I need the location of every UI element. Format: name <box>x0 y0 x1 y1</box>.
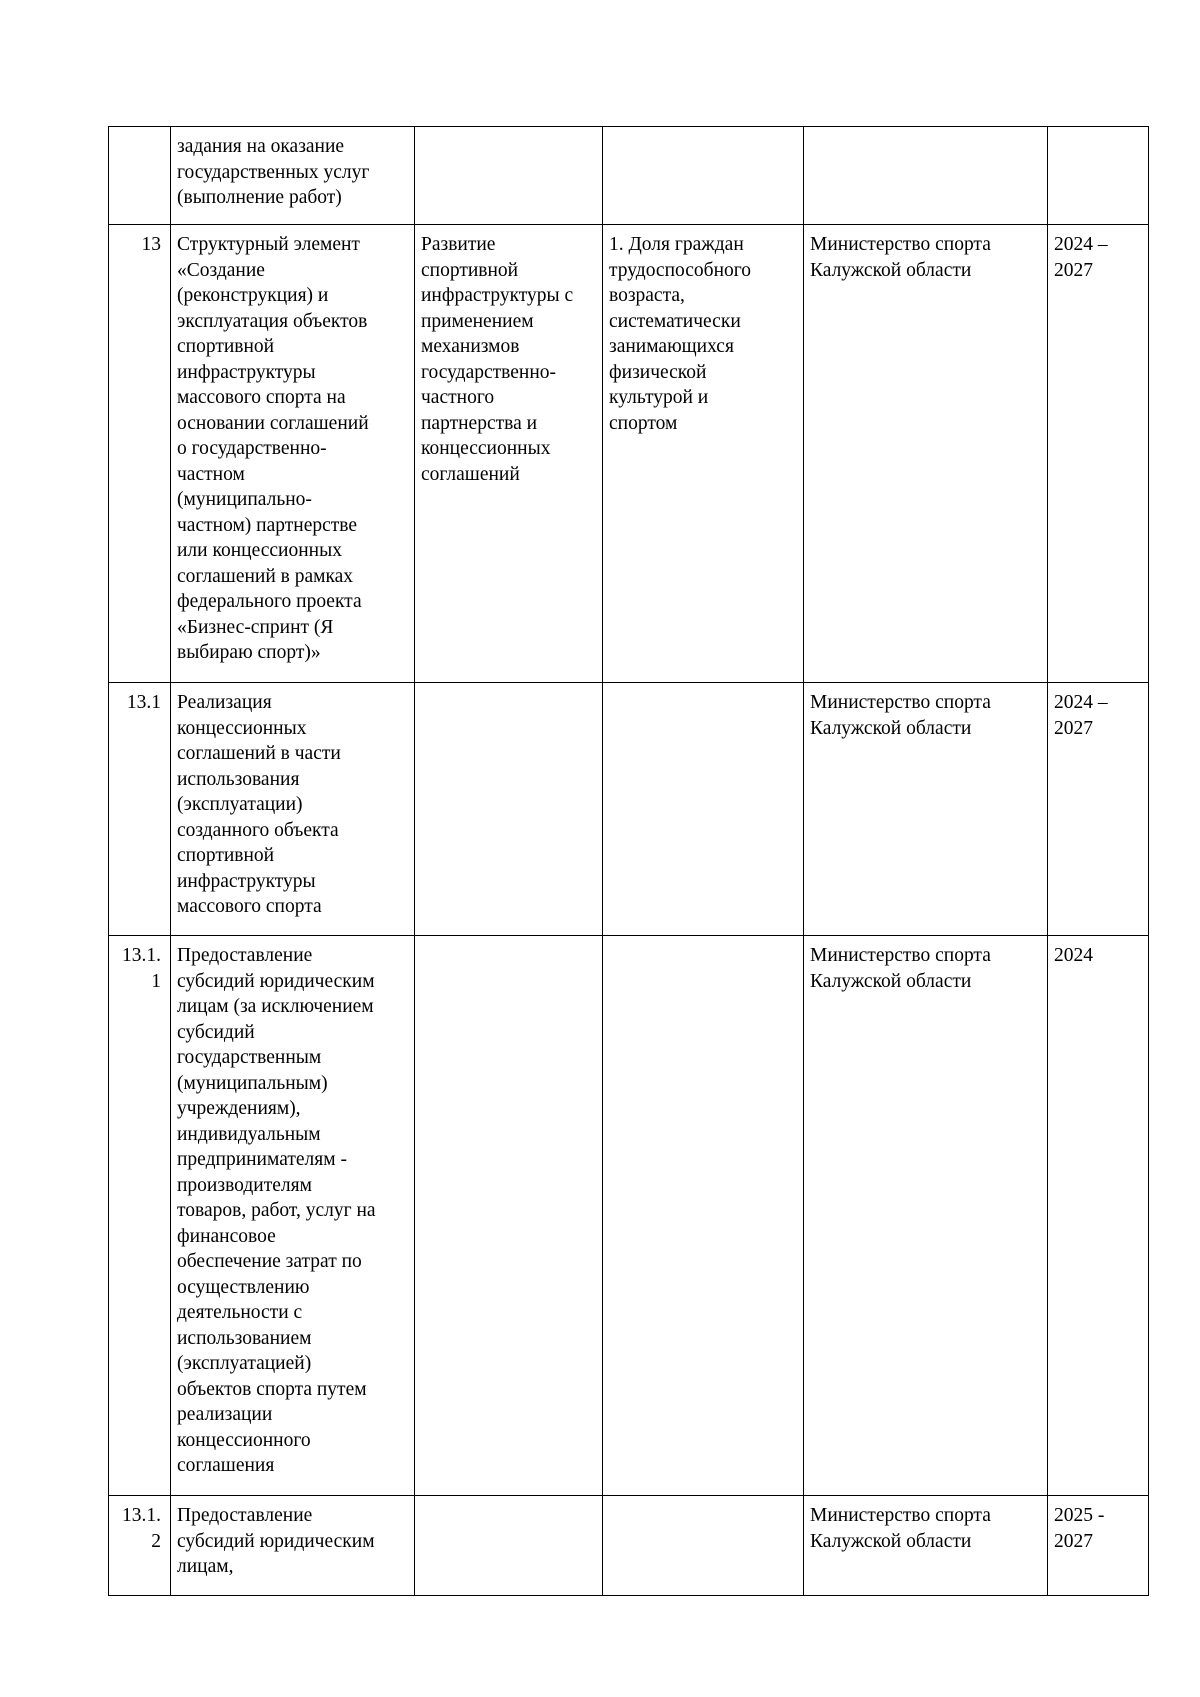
indicator-cell <box>603 1496 804 1596</box>
period-cell: 2024 – 2027 <box>1048 683 1149 936</box>
row-number-cell: 13.1. 1 <box>109 936 171 1496</box>
task-cell <box>415 936 603 1496</box>
table-row <box>109 936 1149 1496</box>
responsible-cell: Министерство спорта Калужской области <box>804 683 1048 936</box>
indicator-cell <box>603 683 804 936</box>
row-number-cell: 13.1. 2 <box>109 1496 171 1596</box>
period-cell: 2025 - 2027 <box>1048 1496 1149 1596</box>
responsible-cell: Министерство спорта Калужской области <box>804 1496 1048 1596</box>
responsible-cell: Министерство спорта Калужской области <box>804 225 1048 683</box>
task-cell: Развитие спортивной инфраструктуры с применением механизмов государственно- частного партнерства и концессионных соглашений <box>415 225 603 683</box>
row-number-cell: 13.1 <box>109 683 171 936</box>
indicator-cell <box>603 127 804 225</box>
row-number-cell: 13 <box>109 225 171 683</box>
table-row <box>109 225 1149 683</box>
period-cell: 2024 <box>1048 936 1149 1496</box>
task-cell <box>415 127 603 225</box>
responsible-cell: Министерство спорта Калужской области <box>804 936 1048 1496</box>
measure-name-cell: Предоставление субсидий юридическим лицам (за исключением субсидий государственным (муниципальным) учреждениям), индивидуальным предпринимателям - производителям товаров, работ, услуг на финансовое обеспечение затрат по осуществлению деятельности с использованием (эксплуатацией) объектов спорта путем реализации концессионного соглашения <box>171 936 415 1496</box>
indicator-cell: 1. Доля граждан трудоспособного возраста, систематически занимающихся физической культурой и спортом <box>603 225 804 683</box>
period-cell <box>1048 127 1149 225</box>
program-measures-table <box>108 126 1149 1596</box>
table-row <box>109 127 1149 225</box>
responsible-cell <box>804 127 1048 225</box>
task-cell <box>415 1496 603 1596</box>
measure-name-cell: Реализация концессионных соглашений в части использования (эксплуатации) созданного объекта спортивной инфраструктуры массового спорта <box>171 683 415 936</box>
task-cell <box>415 683 603 936</box>
indicator-cell <box>603 936 804 1496</box>
table-row <box>109 683 1149 936</box>
table-row <box>109 1496 1149 1596</box>
measure-name-cell: Предоставление субсидий юридическим лицам, <box>171 1496 415 1596</box>
row-number-cell <box>109 127 171 225</box>
measure-name-cell: Структурный элемент «Создание (реконструкция) и эксплуатация объектов спортивной инфраструктуры массового спорта на основании соглашений о государственно- частном (муниципально- частном) партнерстве или концессионных соглашений в рамках федерального проекта «Бизнес-спринт (Я выбираю спорт)» <box>171 225 415 683</box>
period-cell: 2024 – 2027 <box>1048 225 1149 683</box>
measure-name-cell: задания на оказание государственных услуг (выполнение работ) <box>171 127 415 225</box>
